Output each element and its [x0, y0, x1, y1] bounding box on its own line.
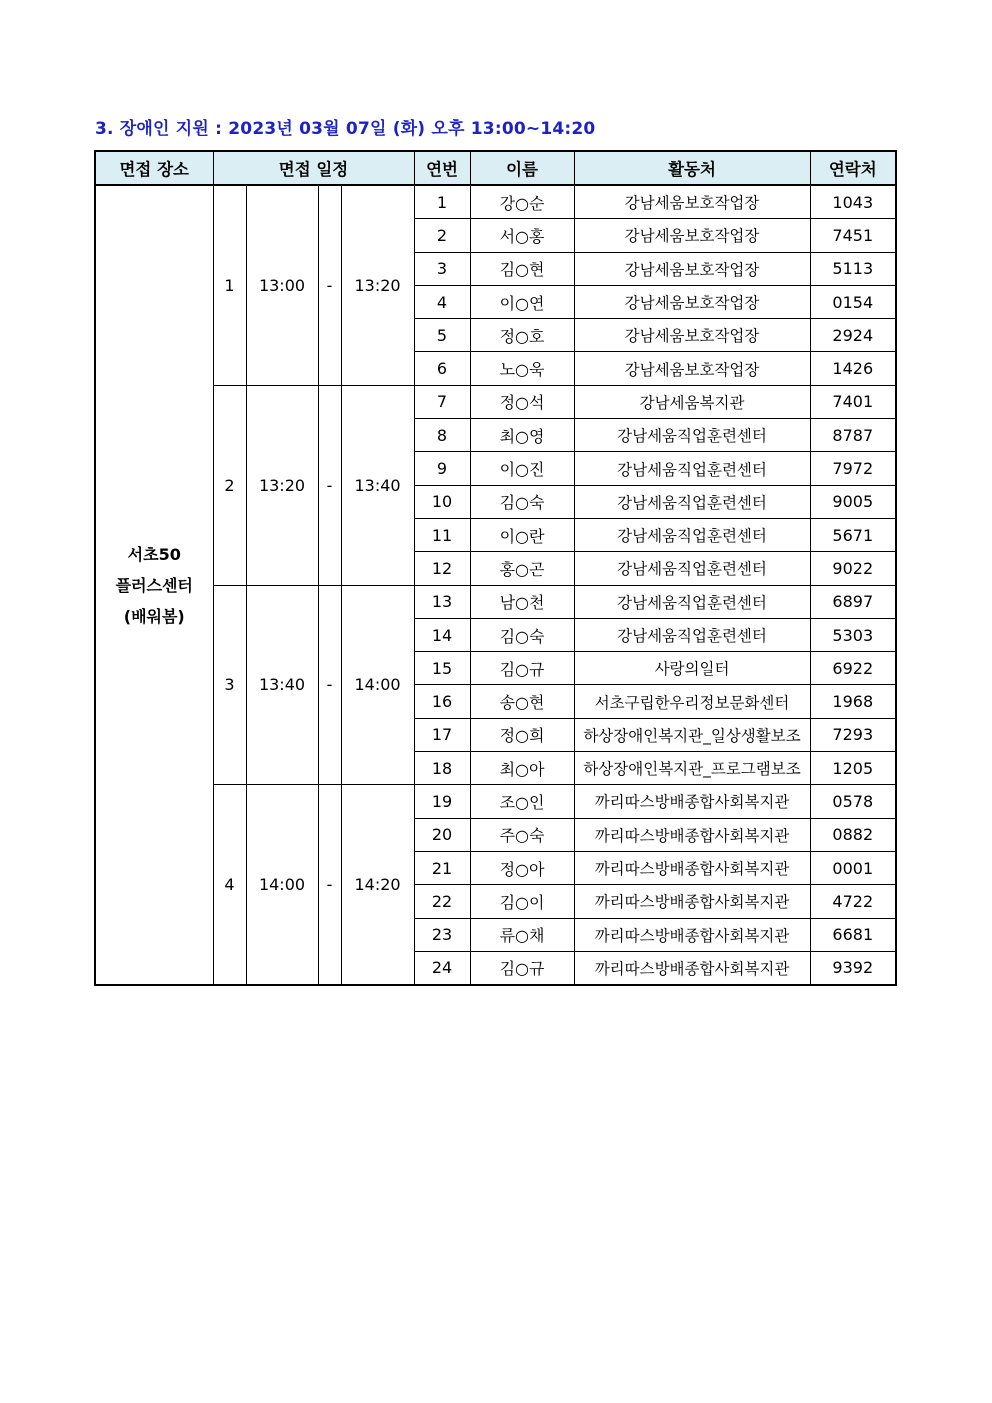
row-org: 강남세움보호작업장	[574, 219, 810, 252]
row-name: 류○채	[470, 918, 574, 951]
row-org: 강남세움보호작업장	[574, 185, 810, 219]
group-number: 3	[213, 585, 246, 785]
row-no: 24	[414, 951, 470, 985]
time-dash: -	[318, 785, 341, 985]
row-no: 21	[414, 851, 470, 884]
row-org: 하상장애인복지관_프로그램보조	[574, 752, 810, 785]
row-no: 11	[414, 518, 470, 551]
group-number: 4	[213, 785, 246, 985]
row-no: 13	[414, 585, 470, 618]
row-no: 22	[414, 885, 470, 918]
table-row	[95, 785, 896, 818]
row-name: 이○란	[470, 518, 574, 551]
row-contact: 7401	[810, 385, 896, 418]
row-contact: 6681	[810, 918, 896, 951]
row-name: 김○현	[470, 252, 574, 285]
row-no: 14	[414, 618, 470, 651]
row-name: 서○홍	[470, 219, 574, 252]
row-org: 까리따스방배종합사회복지관	[574, 885, 810, 918]
row-contact: 7293	[810, 718, 896, 751]
row-org: 강남세움복지관	[574, 385, 810, 418]
row-org: 까리따스방배종합사회복지관	[574, 818, 810, 851]
end-time: 14:20	[341, 785, 414, 985]
row-contact: 0578	[810, 785, 896, 818]
row-no: 16	[414, 685, 470, 718]
row-no: 7	[414, 385, 470, 418]
row-org: 강남세움직업훈련센터	[574, 552, 810, 585]
row-contact: 7972	[810, 452, 896, 485]
row-no: 19	[414, 785, 470, 818]
row-no: 10	[414, 485, 470, 518]
row-org: 강남세움직업훈련센터	[574, 585, 810, 618]
end-time: 13:20	[341, 185, 414, 385]
row-name: 김○규	[470, 951, 574, 985]
table-row	[95, 185, 896, 219]
interview-schedule-table	[94, 150, 897, 986]
row-contact: 0001	[810, 851, 896, 884]
row-name: 송○현	[470, 685, 574, 718]
row-org: 강남세움직업훈련센터	[574, 419, 810, 452]
row-org: 서초구립한우리정보문화센터	[574, 685, 810, 718]
row-contact: 1043	[810, 185, 896, 219]
row-name: 정○희	[470, 718, 574, 751]
header-contact: 연락처	[810, 151, 896, 185]
row-contact: 1968	[810, 685, 896, 718]
row-org: 강남세움직업훈련센터	[574, 485, 810, 518]
start-time: 13:40	[246, 585, 318, 785]
row-no: 4	[414, 285, 470, 318]
row-contact: 2924	[810, 319, 896, 352]
row-name: 김○규	[470, 652, 574, 685]
table-row	[95, 385, 896, 418]
row-no: 8	[414, 419, 470, 452]
row-name: 김○숙	[470, 618, 574, 651]
row-org: 사랑의일터	[574, 652, 810, 685]
header-name: 이름	[470, 151, 574, 185]
row-no: 5	[414, 319, 470, 352]
row-name: 정○호	[470, 319, 574, 352]
row-no: 3	[414, 252, 470, 285]
row-org: 강남세움직업훈련센터	[574, 618, 810, 651]
section-heading: 3. 장애인 지원 : 2023년 03월 07일 (화) 오후 13:00~14:20	[95, 119, 596, 139]
venue-cell	[95, 185, 213, 985]
table-body	[95, 185, 896, 985]
row-contact: 6897	[810, 585, 896, 618]
row-no: 6	[414, 352, 470, 385]
row-name: 김○숙	[470, 485, 574, 518]
row-org: 까리따스방배종합사회복지관	[574, 785, 810, 818]
row-contact: 1205	[810, 752, 896, 785]
row-org: 강남세움직업훈련센터	[574, 518, 810, 551]
row-contact: 4722	[810, 885, 896, 918]
row-org: 까리따스방배종합사회복지관	[574, 918, 810, 951]
header-row	[95, 151, 896, 185]
row-no: 12	[414, 552, 470, 585]
row-contact: 6922	[810, 652, 896, 685]
header-org: 활동처	[574, 151, 810, 185]
group-number: 2	[213, 385, 246, 585]
group-number: 1	[213, 185, 246, 385]
row-org: 까리따스방배종합사회복지관	[574, 951, 810, 985]
venue-line1: 서초50	[127, 544, 181, 564]
row-contact: 9022	[810, 552, 896, 585]
row-org: 강남세움보호작업장	[574, 352, 810, 385]
header-schedule: 면접 일정	[213, 151, 414, 185]
time-dash: -	[318, 585, 341, 785]
start-time: 14:00	[246, 785, 318, 985]
row-org: 강남세움보호작업장	[574, 319, 810, 352]
time-dash: -	[318, 185, 341, 385]
table-row	[95, 585, 896, 618]
row-contact: 1426	[810, 352, 896, 385]
row-contact: 9392	[810, 951, 896, 985]
row-contact: 8787	[810, 419, 896, 452]
row-name: 남○천	[470, 585, 574, 618]
row-name: 최○아	[470, 752, 574, 785]
row-contact: 0882	[810, 818, 896, 851]
row-no: 15	[414, 652, 470, 685]
row-name: 조○인	[470, 785, 574, 818]
row-contact: 5303	[810, 618, 896, 651]
row-name: 노○욱	[470, 352, 574, 385]
row-name: 주○숙	[470, 818, 574, 851]
row-no: 20	[414, 818, 470, 851]
venue-line3: (배워봄)	[123, 606, 185, 626]
row-no: 1	[414, 185, 470, 219]
row-contact: 5671	[810, 518, 896, 551]
header-no: 연번	[414, 151, 470, 185]
row-name: 최○영	[470, 419, 574, 452]
row-name: 이○진	[470, 452, 574, 485]
row-no: 18	[414, 752, 470, 785]
end-time: 14:00	[341, 585, 414, 785]
row-contact: 0154	[810, 285, 896, 318]
venue-line2: 플러스센터	[115, 575, 193, 595]
row-name: 정○아	[470, 851, 574, 884]
row-no: 23	[414, 918, 470, 951]
row-name: 김○이	[470, 885, 574, 918]
row-no: 9	[414, 452, 470, 485]
row-contact: 9005	[810, 485, 896, 518]
row-name: 강○순	[470, 185, 574, 219]
row-contact: 7451	[810, 219, 896, 252]
end-time: 13:40	[341, 385, 414, 585]
row-contact: 5113	[810, 252, 896, 285]
row-name: 홍○곤	[470, 552, 574, 585]
row-no: 17	[414, 718, 470, 751]
row-org: 하상장애인복지관_일상생활보조	[574, 718, 810, 751]
header-venue: 면접 장소	[95, 151, 213, 185]
row-org: 강남세움보호작업장	[574, 285, 810, 318]
row-no: 2	[414, 219, 470, 252]
start-time: 13:00	[246, 185, 318, 385]
time-dash: -	[318, 385, 341, 585]
row-name: 이○연	[470, 285, 574, 318]
row-org: 강남세움직업훈련센터	[574, 452, 810, 485]
row-org: 강남세움보호작업장	[574, 252, 810, 285]
row-name: 정○석	[470, 385, 574, 418]
row-org: 까리따스방배종합사회복지관	[574, 851, 810, 884]
start-time: 13:20	[246, 385, 318, 585]
